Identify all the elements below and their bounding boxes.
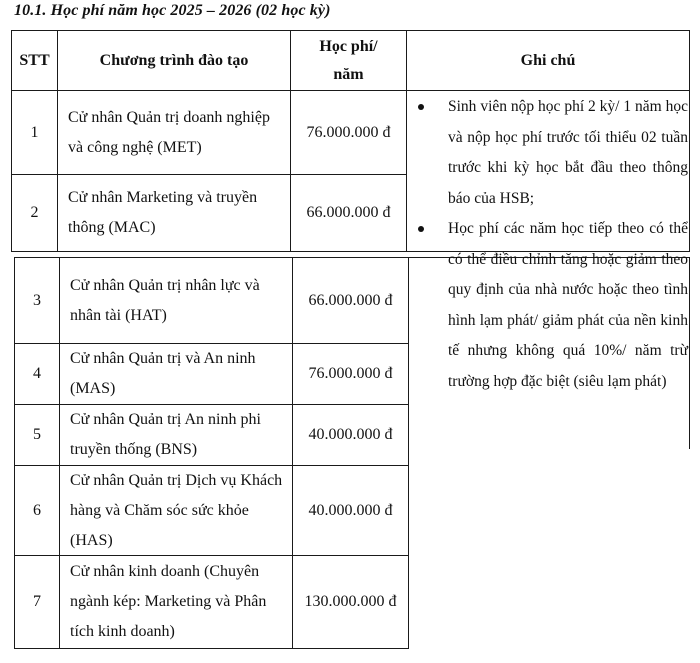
row-7-program: Cử nhân kinh doanh (Chuyên ngành kép: Marketing và Phân tích kinh doanh) [70, 563, 267, 640]
row-6-stt: 6 [33, 501, 41, 519]
notes-list [410, 92, 688, 397]
bullet-icon [418, 226, 424, 232]
row-2-program: Cử nhân Marketing và truyền thông (MAC) [68, 189, 258, 236]
note-text: Sinh viên nộp học phí 2 kỳ/ 1 năm học và nộp học phí trước tối thiểu 02 tuần trước khi kỳ học bắt đầu theo thông báo của HSB; [448, 98, 688, 207]
table-border [689, 257, 690, 449]
header-program: Chương trình đào tạo [99, 51, 249, 69]
row-1-stt: 1 [30, 123, 39, 141]
row-5-program: Cử nhân Quản trị An ninh phi truyền thống (BNS) [70, 411, 261, 458]
row-7-stt: 7 [33, 593, 41, 610]
section-heading: 10.1. Học phí năm học 2025 – 2026 (02 học kỳ) [14, 2, 331, 19]
row-2-stt: 2 [30, 204, 39, 221]
row-6-program: Cử nhân Quản trị Dịch vụ Khách hàng và Chăm sóc sức khỏe (HAS) [70, 471, 283, 549]
table-border [14, 648, 408, 649]
row-7-fee: 130.000.000 đ [304, 593, 397, 610]
row-1-program: Cử nhân Quản trị doanh nghiệp và công nghệ (MET) [68, 108, 270, 156]
row-4-program: Cử nhân Quản trị và An ninh (MAS) [70, 350, 256, 397]
row-3-program: Cử nhân Quản trị nhân lực và nhân tài (HAT) [70, 276, 260, 324]
row-4-stt: 4 [33, 365, 41, 382]
row-3-fee: 66.000.000 đ [308, 291, 393, 309]
row-2-fee: 66.000.000 đ [306, 204, 391, 221]
header-fee-line2: năm [333, 65, 364, 83]
header-note: Ghi chú [520, 51, 576, 69]
header-stt: STT [19, 51, 50, 69]
note-item [410, 92, 688, 214]
row-4-fee: 76.000.000 đ [308, 365, 393, 382]
row-1-fee: 76.000.000 đ [306, 123, 391, 141]
header-fee-line1: Học phí/ [319, 37, 378, 55]
row-5-stt: 5 [33, 426, 41, 443]
table-border [408, 257, 409, 649]
header-fee [291, 31, 406, 90]
row-5-fee: 40.000.000 đ [308, 426, 393, 443]
row-6-fee: 40.000.000 đ [308, 501, 393, 519]
bullet-icon [418, 104, 424, 110]
table-border [689, 30, 690, 252]
row-3-stt: 3 [33, 291, 41, 309]
note-item [410, 214, 688, 397]
note-text: Học phí các năm học tiếp theo có thể có thể điều chỉnh tăng hoặc giảm theo quy định của nhà nước hoặc theo tình hình lạm phát/ giảm phát của nền kinh tế nhưng không quá 10%/ năm trừ trường hợp đặc biệt (siêu lạm phát) [448, 220, 688, 390]
